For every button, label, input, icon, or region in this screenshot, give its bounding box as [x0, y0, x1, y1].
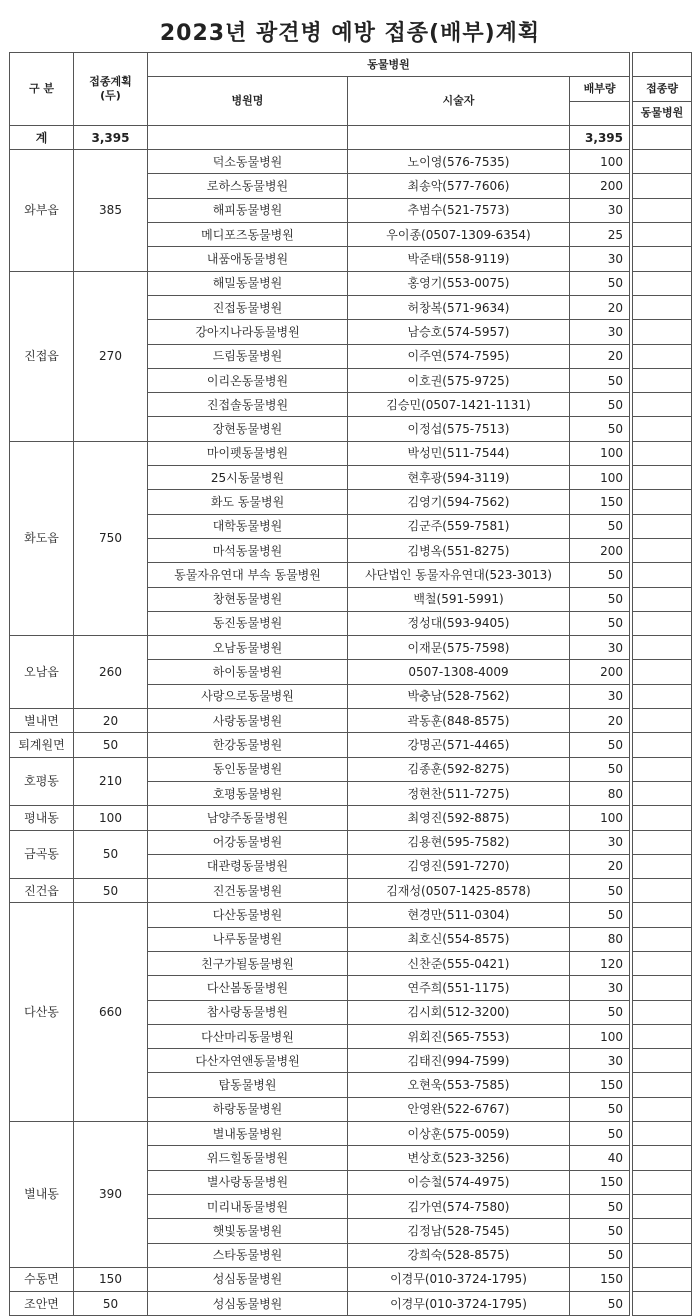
operator: 정성대(593-9405)	[348, 611, 570, 635]
distribution-qty: 20	[570, 344, 630, 368]
vaccination-qty	[633, 1170, 692, 1194]
header-plan: 접종계획 (두)	[74, 53, 148, 126]
area-plan: 260	[74, 636, 148, 709]
header-vaccination-blank	[633, 53, 692, 77]
vaccination-qty	[633, 660, 692, 684]
distribution-qty: 150	[570, 1267, 630, 1291]
area-name: 호평동	[10, 757, 74, 806]
vaccination-qty	[633, 636, 692, 660]
clinic-name: 성심동물병원	[148, 1292, 348, 1316]
clinic-name: 친구가될동물병원	[148, 951, 348, 975]
area-name: 와부읍	[10, 150, 74, 271]
clinic-name: 내품애동물병원	[148, 247, 348, 271]
clinic-name: 사랑으로동물병원	[148, 684, 348, 708]
total-clinic-blank	[148, 125, 348, 149]
distribution-qty: 50	[570, 368, 630, 392]
vaccination-qty	[633, 1049, 692, 1073]
clinic-name: 어강동물병원	[148, 830, 348, 854]
header-vaccination-sub: 동물병원	[633, 101, 692, 125]
vaccination-qty	[633, 174, 692, 198]
vaccination-qty	[633, 976, 692, 1000]
clinic-name: 로하스동물병원	[148, 174, 348, 198]
vaccination-qty	[633, 344, 692, 368]
page-title: 2023년 광견병 예방 접종(배부)계획	[159, 21, 541, 46]
distribution-qty: 50	[570, 393, 630, 417]
vaccination-qty	[633, 441, 692, 465]
vaccination-qty	[633, 879, 692, 903]
clinic-name: 하랑동물병원	[148, 1097, 348, 1121]
area-plan: 210	[74, 757, 148, 806]
clinic-name: 대관령동물병원	[148, 854, 348, 878]
area-plan: 50	[74, 733, 148, 757]
vaccination-qty	[633, 393, 692, 417]
operator: 사단법인 동물자유연대(523-3013)	[348, 563, 570, 587]
distribution-qty: 50	[570, 587, 630, 611]
distribution-qty: 150	[570, 1170, 630, 1194]
area-plan: 385	[74, 150, 148, 271]
table-row	[10, 806, 692, 830]
area-name: 진접읍	[10, 271, 74, 441]
vaccination-qty	[633, 150, 692, 174]
table-row	[10, 636, 692, 660]
operator: 우이종(0507-1309-6354)	[348, 223, 570, 247]
area-name: 화도읍	[10, 441, 74, 635]
clinic-name: 별내동물병원	[148, 1122, 348, 1146]
clinic-name: 위드힐동물병원	[148, 1146, 348, 1170]
table-row	[10, 830, 692, 854]
operator: 이정섭(575-7513)	[348, 417, 570, 441]
clinic-name: 하이동물병원	[148, 660, 348, 684]
vaccination-qty	[633, 1194, 692, 1218]
clinic-name: 해피동물병원	[148, 198, 348, 222]
vaccination-qty	[633, 1073, 692, 1097]
distribution-qty: 120	[570, 951, 630, 975]
operator: 김시회(512-3200)	[348, 1000, 570, 1024]
header-division: 구 분	[10, 53, 74, 126]
distribution-qty: 150	[570, 490, 630, 514]
distribution-qty: 50	[570, 879, 630, 903]
operator: 이승철(574-4975)	[348, 1170, 570, 1194]
area-name: 조안면	[10, 1292, 74, 1316]
plan-table	[9, 52, 692, 1316]
operator: 곽동훈(848-8575)	[348, 709, 570, 733]
operator: 연주희(551-1175)	[348, 976, 570, 1000]
vaccination-qty	[633, 709, 692, 733]
header-distribution: 배부량	[570, 77, 630, 101]
total-operator-blank	[348, 125, 570, 149]
clinic-name: 동인동물병원	[148, 757, 348, 781]
operator: 현후광(594-3119)	[348, 466, 570, 490]
vaccination-qty	[633, 538, 692, 562]
area-plan: 50	[74, 830, 148, 879]
clinic-name: 이리온동물병원	[148, 368, 348, 392]
area-name: 평내동	[10, 806, 74, 830]
distribution-qty: 50	[570, 1097, 630, 1121]
vaccination-qty	[633, 1122, 692, 1146]
table-row	[10, 1267, 692, 1291]
distribution-qty: 30	[570, 976, 630, 1000]
clinic-name: 다산마리동물병원	[148, 1024, 348, 1048]
area-name: 별내동	[10, 1122, 74, 1268]
clinic-name: 오남동물병원	[148, 636, 348, 660]
operator: 박충남(528-7562)	[348, 684, 570, 708]
distribution-qty: 200	[570, 660, 630, 684]
header-clinic-group: 동물병원	[148, 53, 630, 77]
table-row	[10, 150, 692, 174]
area-plan: 660	[74, 903, 148, 1122]
total-plan: 3,395	[74, 125, 148, 149]
clinic-name: 화도 동물병원	[148, 490, 348, 514]
header-clinic-name: 병원명	[148, 77, 348, 126]
vaccination-qty	[633, 320, 692, 344]
distribution-qty: 50	[570, 1219, 630, 1243]
area-name: 금곡동	[10, 830, 74, 879]
area-name: 별내면	[10, 709, 74, 733]
vaccination-qty	[633, 490, 692, 514]
operator: 이주연(574-7595)	[348, 344, 570, 368]
distribution-qty: 80	[570, 927, 630, 951]
operator: 김영진(591-7270)	[348, 854, 570, 878]
distribution-qty: 100	[570, 441, 630, 465]
vaccination-qty	[633, 1024, 692, 1048]
operator: 김군주(559-7581)	[348, 514, 570, 538]
clinic-name: 동진동물병원	[148, 611, 348, 635]
operator: 남승호(574-5957)	[348, 320, 570, 344]
clinic-name: 장현동물병원	[148, 417, 348, 441]
vaccination-qty	[633, 368, 692, 392]
distribution-qty: 50	[570, 514, 630, 538]
vaccination-qty	[633, 223, 692, 247]
distribution-qty: 50	[570, 1000, 630, 1024]
clinic-name: 호평동물병원	[148, 781, 348, 805]
table-row	[10, 709, 692, 733]
operator: 김승민(0507-1421-1131)	[348, 393, 570, 417]
clinic-name: 성심동물병원	[148, 1267, 348, 1291]
vaccination-qty	[633, 514, 692, 538]
operator: 백철(591-5991)	[348, 587, 570, 611]
operator: 김정남(528-7545)	[348, 1219, 570, 1243]
operator: 박성민(511-7544)	[348, 441, 570, 465]
distribution-qty: 50	[570, 611, 630, 635]
vaccination-qty	[633, 611, 692, 635]
vaccination-qty	[633, 271, 692, 295]
distribution-qty: 30	[570, 198, 630, 222]
operator: 안영완(522-6767)	[348, 1097, 570, 1121]
distribution-qty: 50	[570, 1122, 630, 1146]
vaccination-qty	[633, 295, 692, 319]
vaccination-qty	[633, 587, 692, 611]
operator: 최호신(554-8575)	[348, 927, 570, 951]
header-operator: 시술자	[348, 77, 570, 126]
operator: 이경무(010-3724-1795)	[348, 1267, 570, 1291]
vaccination-qty	[633, 1219, 692, 1243]
distribution-qty: 50	[570, 733, 630, 757]
vaccination-qty	[633, 563, 692, 587]
clinic-name: 다산봄동물병원	[148, 976, 348, 1000]
table-row	[10, 757, 692, 781]
distribution-qty: 40	[570, 1146, 630, 1170]
clinic-name: 메디포즈동물병원	[148, 223, 348, 247]
operator: 오현욱(553-7585)	[348, 1073, 570, 1097]
table-row	[10, 879, 692, 903]
clinic-name: 참사랑동물병원	[148, 1000, 348, 1024]
clinic-name: 덕소동물병원	[148, 150, 348, 174]
distribution-qty: 20	[570, 295, 630, 319]
operator: 이재문(575-7598)	[348, 636, 570, 660]
vaccination-qty	[633, 733, 692, 757]
distribution-qty: 100	[570, 466, 630, 490]
vaccination-qty	[633, 757, 692, 781]
distribution-qty: 20	[570, 709, 630, 733]
operator: 김용현(595-7582)	[348, 830, 570, 854]
header-vaccination: 접종량	[633, 77, 692, 101]
vaccination-qty	[633, 198, 692, 222]
vaccination-qty	[633, 417, 692, 441]
table-row	[10, 733, 692, 757]
vaccination-qty	[633, 1267, 692, 1291]
header-distribution-blank	[570, 101, 630, 125]
distribution-qty: 30	[570, 247, 630, 271]
area-plan: 50	[74, 879, 148, 903]
operator: 이상훈(575-0059)	[348, 1122, 570, 1146]
clinic-name: 창현동물병원	[148, 587, 348, 611]
clinic-name: 25시동물병원	[148, 466, 348, 490]
operator: 최송악(577-7606)	[348, 174, 570, 198]
operator: 0507-1308-4009	[348, 660, 570, 684]
operator: 김태진(994-7599)	[348, 1049, 570, 1073]
operator: 홍영기(553-0075)	[348, 271, 570, 295]
clinic-name: 해밀동물병원	[148, 271, 348, 295]
area-plan: 270	[74, 271, 148, 441]
vaccination-qty	[633, 830, 692, 854]
clinic-name: 진접솔동물병원	[148, 393, 348, 417]
clinic-name: 강아지나라동물병원	[148, 320, 348, 344]
table-row	[10, 441, 692, 465]
clinic-name: 대학동물병원	[148, 514, 348, 538]
operator: 신찬준(555-0421)	[348, 951, 570, 975]
total-vaccination-blank	[633, 125, 692, 149]
table-row	[10, 1122, 692, 1146]
operator: 변상호(523-3256)	[348, 1146, 570, 1170]
operator: 김가연(574-7580)	[348, 1194, 570, 1218]
clinic-name: 사랑동물병원	[148, 709, 348, 733]
vaccination-qty	[633, 247, 692, 271]
total-label: 계	[10, 125, 74, 149]
area-plan: 100	[74, 806, 148, 830]
distribution-qty: 50	[570, 1292, 630, 1316]
vaccination-qty	[633, 903, 692, 927]
distribution-qty: 50	[570, 271, 630, 295]
area-name: 진건읍	[10, 879, 74, 903]
table-row	[10, 271, 692, 295]
vaccination-qty	[633, 1000, 692, 1024]
distribution-qty: 50	[570, 1194, 630, 1218]
distribution-qty: 25	[570, 223, 630, 247]
distribution-qty: 30	[570, 636, 630, 660]
clinic-name: 마이펫동물병원	[148, 441, 348, 465]
clinic-name: 동물자유연대 부속 동물병원	[148, 563, 348, 587]
clinic-name: 스타동물병원	[148, 1243, 348, 1267]
clinic-name: 미리내동물병원	[148, 1194, 348, 1218]
clinic-name: 드림동물병원	[148, 344, 348, 368]
distribution-qty: 50	[570, 417, 630, 441]
operator: 위회진(565-7553)	[348, 1024, 570, 1048]
clinic-name: 마석동물병원	[148, 538, 348, 562]
vaccination-qty	[633, 1292, 692, 1316]
distribution-qty: 150	[570, 1073, 630, 1097]
clinic-name: 진건동물병원	[148, 879, 348, 903]
distribution-qty: 100	[570, 1024, 630, 1048]
vaccination-qty	[633, 854, 692, 878]
distribution-qty: 50	[570, 1243, 630, 1267]
area-plan: 50	[74, 1292, 148, 1316]
vaccination-qty	[633, 951, 692, 975]
clinic-name: 탑동물병원	[148, 1073, 348, 1097]
vaccination-qty	[633, 1243, 692, 1267]
clinic-name: 다산동물병원	[148, 903, 348, 927]
operator: 이경무(010-3724-1795)	[348, 1292, 570, 1316]
distribution-qty: 30	[570, 1049, 630, 1073]
vaccination-qty	[633, 781, 692, 805]
clinic-name: 남양주동물병원	[148, 806, 348, 830]
total-distribution: 3,395	[570, 125, 630, 149]
operator: 허창복(571-9634)	[348, 295, 570, 319]
distribution-qty: 50	[570, 757, 630, 781]
operator: 김재성(0507-1425-8578)	[348, 879, 570, 903]
distribution-qty: 30	[570, 830, 630, 854]
clinic-name: 나루동물병원	[148, 927, 348, 951]
vaccination-qty	[633, 466, 692, 490]
operator: 강명곤(571-4465)	[348, 733, 570, 757]
vaccination-qty	[633, 806, 692, 830]
vaccination-qty	[633, 1146, 692, 1170]
operator: 김병옥(551-8275)	[348, 538, 570, 562]
distribution-qty: 200	[570, 174, 630, 198]
table-row	[10, 1292, 692, 1316]
clinic-name: 한강동물병원	[148, 733, 348, 757]
operator: 최영진(592-8875)	[348, 806, 570, 830]
distribution-qty: 30	[570, 320, 630, 344]
operator: 노이영(576-7535)	[348, 150, 570, 174]
distribution-qty: 100	[570, 150, 630, 174]
distribution-qty: 100	[570, 806, 630, 830]
operator: 김종훈(592-8275)	[348, 757, 570, 781]
area-plan: 150	[74, 1267, 148, 1291]
distribution-qty: 80	[570, 781, 630, 805]
distribution-qty: 50	[570, 563, 630, 587]
vaccination-qty	[633, 927, 692, 951]
operator: 박준태(558-9119)	[348, 247, 570, 271]
vaccination-qty	[633, 684, 692, 708]
area-name: 퇴계원면	[10, 733, 74, 757]
clinic-name: 진접동물병원	[148, 295, 348, 319]
table-row	[10, 903, 692, 927]
area-plan: 20	[74, 709, 148, 733]
clinic-name: 햇빛동물병원	[148, 1219, 348, 1243]
area-name: 수동면	[10, 1267, 74, 1291]
operator: 정현찬(511-7275)	[348, 781, 570, 805]
distribution-qty: 20	[570, 854, 630, 878]
operator: 현경만(511-0304)	[348, 903, 570, 927]
clinic-name: 다산자연앤동물병원	[148, 1049, 348, 1073]
area-name: 다산동	[10, 903, 74, 1122]
operator: 김영기(594-7562)	[348, 490, 570, 514]
operator: 추범수(521-7573)	[348, 198, 570, 222]
operator: 이호권(575-9725)	[348, 368, 570, 392]
area-plan: 750	[74, 441, 148, 635]
clinic-name: 별사랑동물병원	[148, 1170, 348, 1194]
area-plan: 390	[74, 1122, 148, 1268]
distribution-qty: 50	[570, 903, 630, 927]
area-name: 오남읍	[10, 636, 74, 709]
distribution-qty: 200	[570, 538, 630, 562]
vaccination-qty	[633, 1097, 692, 1121]
operator: 강희숙(528-8575)	[348, 1243, 570, 1267]
distribution-qty: 30	[570, 684, 630, 708]
